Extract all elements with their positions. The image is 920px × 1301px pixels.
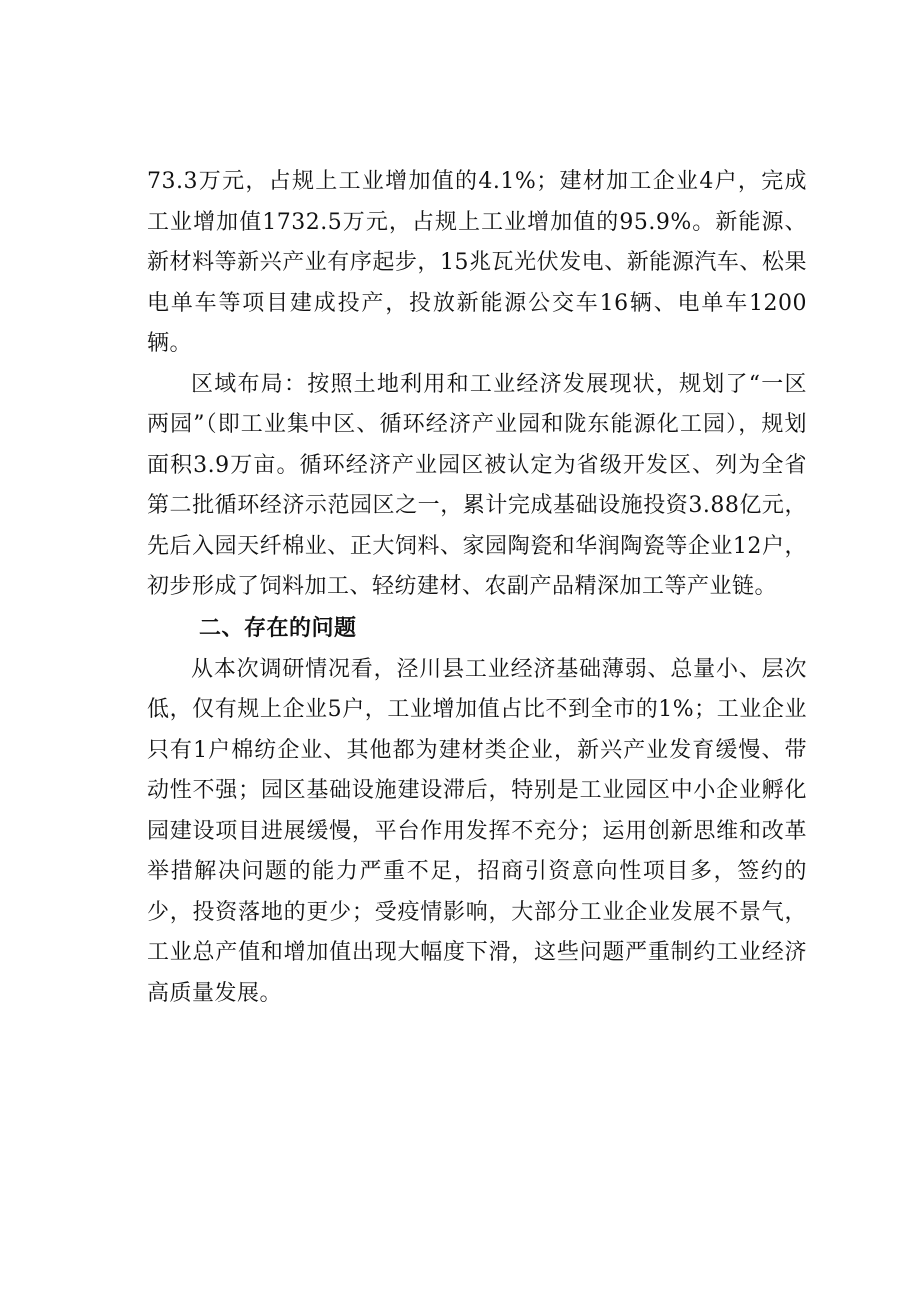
document-page (147, 162, 807, 1014)
body-paragraph-industry-output: 73.3万元，占规上工业增加值的4.1%；建材加工企业4户，完成工业增加值1732.5万元，占规上工业增加值的95.9%。新能源、新材料等新兴产业有序起步，15兆瓦光伏发电、新能源汽车、松果电单车等项目建成投产，投放新能源公交车16辆、电单车1200辆。 (147, 169, 807, 356)
body-paragraph-regional-layout: 区域布局：按照土地利用和工业经济发展现状，规划了“一区两园”（即工业集中区、循环经济产业园和陇东能源化工园），规划面积3.9万亩。循环经济产业园区被认定为省级开发区、列为全省第二批循环经济示范园区之一，累计完成基础设施投资3.88亿元，先后入园天纤棉业、正大饲料、家园陶瓷和华润陶瓷等企业12户，初步形成了饲料加工、轻纺建材、农副产品精深加工等产业链。 (147, 371, 807, 599)
body-paragraph-problems: 从本次调研情况看，泾川县工业经济基础薄弱、总量小、层次低，仅有规上企业5户，工业增加值占比不到全市的1%；工业企业只有1户棉纺企业、其他都为建材类企业，新兴产业发育缓慢、带动性不强；园区基础设施建设滞后，特别是工业园区中小企业孵化园建设项目进展缓慢，平台作用发挥不充分；运用创新思维和改革举措解决问题的能力严重不足，招商引资意向性项目多，签约的少，投资落地的更少；受疫情影响，大部分工业企业发展不景气，工业总产值和增加值出现大幅度下滑，这些问题严重制约工业经济高质量发展。 (147, 656, 807, 1006)
section-heading: 二、存在的问题 (199, 615, 357, 641)
